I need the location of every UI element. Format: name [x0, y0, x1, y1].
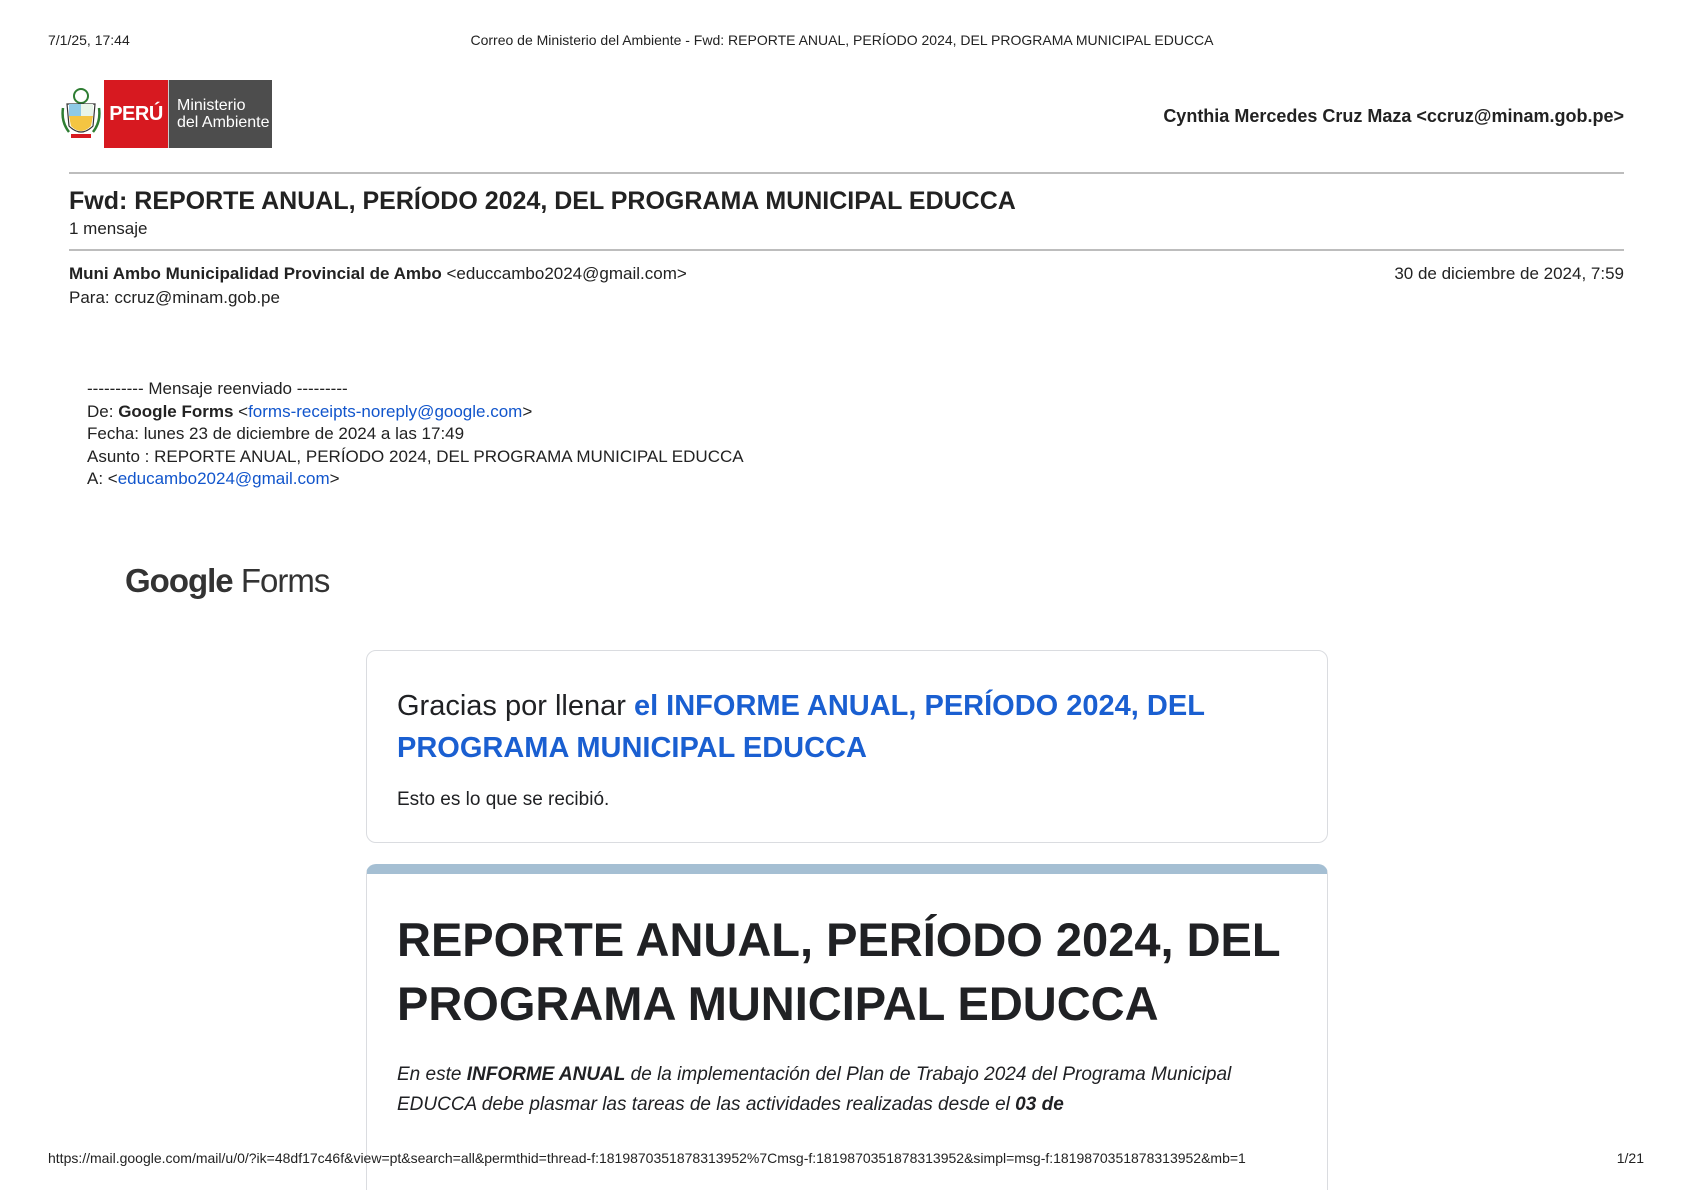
form-name-link[interactable]: el INFORME ANUAL, PERÍODO 2024, DEL PROGRAMA MUNICIPAL EDUCCA [397, 690, 1205, 764]
forwarded-to [87, 468, 744, 491]
message-recipient: Para: ccruz@minam.gob.pe [69, 288, 280, 307]
subject-divider [69, 249, 1624, 251]
from-bracket-open: < [233, 401, 249, 421]
google-wordmark: Google [125, 562, 233, 599]
from-name: Google Forms [118, 401, 234, 421]
thanks-prefix: Gracias por llenar [397, 690, 634, 722]
to-label: A: < [87, 469, 118, 488]
desc-part-2: de la implementación del Plan de Trabajo 2024 del Programa Municipal EDUCCA debe plasmar las tareas de las actividades realizadas desde el [397, 1064, 1232, 1115]
forwarded-separator: ---------- Mensaje reenviado --------- [87, 379, 348, 398]
forwarded-header [87, 378, 744, 491]
message-count: 1 mensaje [69, 219, 148, 238]
print-footer-url: https://mail.google.com/mail/u/0/?ik=48df17c46f&view=pt&search=all&permthid=thread-f:1819870351878313952%7Cmsg-f:1819870351878313952&simpl=msg-f:1819870351878313952&mb=1 [48, 1150, 1246, 1166]
from-label: De: [87, 401, 119, 421]
forwarded-subject: Asunto : REPORTE ANUAL, PERÍODO 2024, DEL PROGRAMA MUNICIPAL EDUCCA [87, 446, 744, 466]
form-description [397, 1060, 1257, 1120]
ministry-brand [168, 80, 272, 148]
account-identity: Cynthia Mercedes Cruz Maza <ccruz@minam.gob.pe> [1163, 106, 1624, 126]
form-title: REPORTE ANUAL, PERÍODO 2024, DEL PROGRAMA MUNICIPAL EDUCCA [397, 913, 1280, 1030]
thanks-heading [397, 685, 1277, 769]
desc-part-1: En este [397, 1064, 467, 1085]
print-page-title: Correo de Ministerio del Ambiente - Fwd: REPORTE ANUAL, PERÍODO 2024, DEL PROGRAMA MUNICIPAL EDUCCA [470, 32, 1214, 48]
message-date: 30 de diciembre de 2024, 7:59 [1394, 264, 1624, 283]
desc-bold-2: 03 de [1015, 1094, 1064, 1115]
coat-of-arms-icon [58, 80, 104, 148]
header-divider [69, 172, 1624, 174]
print-page-number: 1/21 [1616, 1150, 1644, 1166]
ministry-line-1: Ministerio [177, 97, 246, 114]
forwarded-from [87, 401, 744, 424]
to-bracket-close: > [329, 469, 340, 488]
sender-name: Muni Ambo Municipalidad Provincial de Ambo [69, 264, 442, 283]
forwarded-date: Fecha: lunes 23 de diciembre de 2024 a las 17:49 [87, 424, 465, 443]
ministry-line-2: del Ambiente [177, 114, 270, 131]
message-sender [69, 264, 687, 284]
desc-bold: INFORME ANUAL [466, 1064, 626, 1085]
thanks-card [366, 650, 1328, 843]
form-response-card [366, 864, 1328, 1190]
minam-logo [58, 80, 272, 148]
from-email-link[interactable]: forms-receipts-noreply@google.com [248, 401, 523, 421]
received-text: Esto es lo que se recibió. [397, 789, 610, 810]
forms-wordmark: Forms [232, 562, 330, 599]
peru-brand: PERÚ [104, 80, 168, 148]
print-datetime: 7/1/25, 17:44 [48, 32, 130, 48]
sender-email: <educcambo2024@gmail.com> [446, 264, 687, 283]
from-bracket-close: > [522, 401, 533, 421]
google-forms-logo [125, 562, 329, 600]
thread-subject: Fwd: REPORTE ANUAL, PERÍODO 2024, DEL PROGRAMA MUNICIPAL EDUCCA [69, 187, 1016, 215]
to-email-link[interactable]: educambo2024@gmail.com [117, 469, 330, 488]
